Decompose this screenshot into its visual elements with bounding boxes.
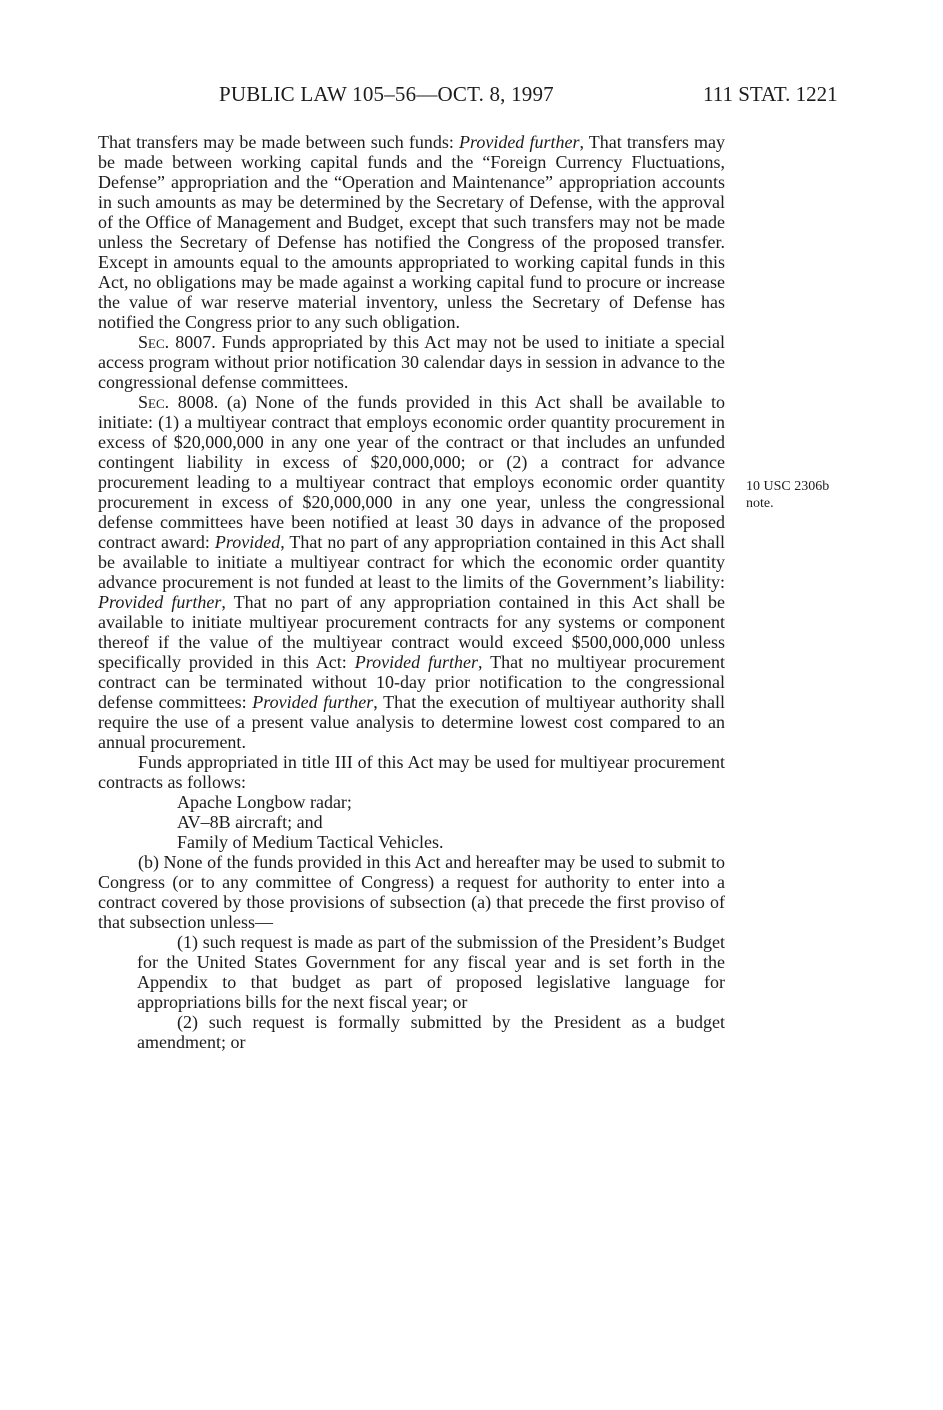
running-header: PUBLIC LAW 105–56—OCT. 8, 1997 <box>219 82 554 106</box>
list-item: AV–8B aircraft; and <box>177 812 323 832</box>
subsection-b: (b) None of the funds provided in this Act and hereafter may be used to submit to Congress (or to any committee of Congress) a request for authority to enter into a contract covered by those provisions of subsection (a) that precede the first proviso of that subsection unless— <box>98 852 725 932</box>
section-8007: Sec. 8007. Funds appropriated by this Act may not be used to initiate a special access program without prior notification 30 calendar days in session in advance to the congressional defense committees. <box>98 332 725 392</box>
paragraph-1: (1) such request is made as part of the submission of the President’s Budget for the United States Government for any fiscal year and is set forth in the Appendix to that budget as part of proposed legislative language for appropriations bills for the next fiscal year; or <box>137 932 725 1012</box>
paragraph-transfers: That transfers may be made between such funds: Provided further, That transfers may be made between working capital funds and the “Foreign Currency Fluctuations, Defense” appropriation and the “Operation and Maintenance” appropriation accounts in such amounts as may be determined by the Secretary of Defense, with the approval of the Office of Management and Budget, except that such transfers may not be made unless the Secretary of Defense has notified the Congress of the proposed transfer. Except in amounts equal to the amounts appropriated to working capital funds in this Act, no obligations may be made against a working capital fund to procure or increase the value of war reserve material inventory, unless the Secretary of Defense has notified the Congress prior to any such obligation. <box>98 132 725 332</box>
section-label: Sec. <box>138 392 170 412</box>
list-item: Apache Longbow radar; <box>177 792 352 812</box>
list-item: Family of Medium Tactical Vehicles. <box>177 832 444 852</box>
page-stat-number: 111 STAT. 1221 <box>703 82 838 106</box>
section-8008: Sec. 8008. (a) None of the funds provided in this Act shall be available to initiate: (1) a multiyear contract that employs economic order quantity procurement in excess of $20,000,000 in any one year of the contract or that includes an unfunded contingent liability in excess of $20,000,000; or (2) a contract for advance procurement leading to a multiyear contract that employs economic order quantity procurement in excess of $20,000,000 in any one year, unless the congressional defense committees have been notified at least 30 days in advance of the proposed contract award: Provided, That no part of any appropriation contained in this Act shall be available to initiate a multiyear contract for which the economic order quantity advance procurement is not funded at least to the limits of the Government’s liability: Provided further, That no part of any appropriation contained in this Act shall be available to initiate multiyear procurement contracts for any systems or component thereof if the value of the multiyear contract would exceed $500,000,000 unless specifically provided in this Act: Provided further, That no multiyear procurement contract can be terminated without 10-day prior notification to the congressional defense committees: Provided further, That the execution of multiyear authority shall require the use of a present value analysis to determine lowest cost compared to an annual procurement. <box>98 392 726 752</box>
section-label: Sec. <box>138 332 170 352</box>
document-body <box>98 132 725 1052</box>
paragraph-title-iii: Funds appropriated in title III of this Act may be used for multiyear procurement contracts as follows: <box>98 752 725 792</box>
paragraph-2: (2) such request is formally submitted by the President as a budget amendment; or <box>137 1012 725 1052</box>
margin-citation-note: 10 USC 2306b note. <box>746 479 830 511</box>
